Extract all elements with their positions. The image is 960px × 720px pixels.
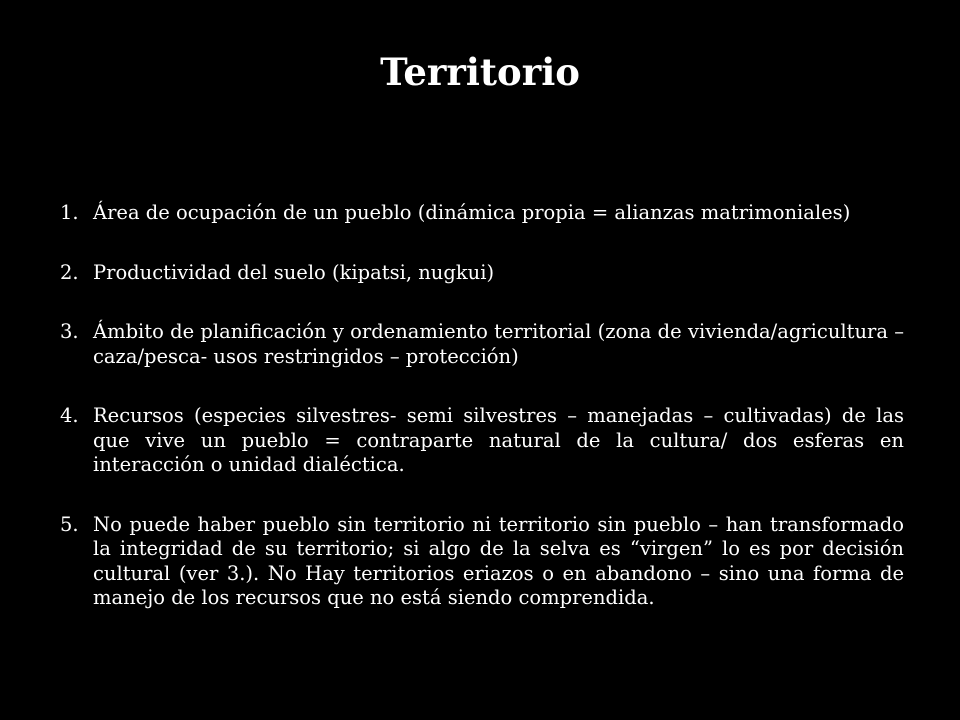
list-item-text: Ámbito de planificación y ordenamiento territorial (zona de vivienda/agricultura –caza/pesca- usos restringidos – protección) xyxy=(93,320,904,368)
list-item xyxy=(60,404,904,478)
list-item-number: 5. xyxy=(60,512,79,536)
list-item-text: No puede haber pueblo sin territorio ni territorio sin pueblo – han transformado la integridad de su territorio; si algo de la selva es “virgen” lo es por decisión cultural (ver 3.). No Hay territorios eriazos o en abandono – sino una forma de manejo de los recursos que no está siendo comprendida. xyxy=(93,512,904,609)
slide-title: Territorio xyxy=(380,50,580,94)
list-item-number: 1. xyxy=(60,201,79,224)
list-item xyxy=(60,261,904,286)
list-item xyxy=(60,201,904,226)
list-item-number: 2. xyxy=(60,260,79,284)
numbered-list xyxy=(60,201,904,646)
list-item-text: Productividad del suelo (kipatsi, nugkui) xyxy=(93,260,495,284)
list-item-text: Recursos (especies silvestres- semi silvestres – manejadas – cultivadas) de las que vive un pueblo = contraparte natural de la cultura/ dos esferas en interacción o unidad dialéctica. xyxy=(93,404,904,476)
list-item-number: 4. xyxy=(60,404,79,427)
list-item-number: 3. xyxy=(60,320,79,343)
list-item xyxy=(60,320,904,369)
list-item xyxy=(60,513,904,611)
list-item-text: Área de ocupación de un pueblo (dinámica propia = alianzas matrimoniales) xyxy=(93,201,851,224)
